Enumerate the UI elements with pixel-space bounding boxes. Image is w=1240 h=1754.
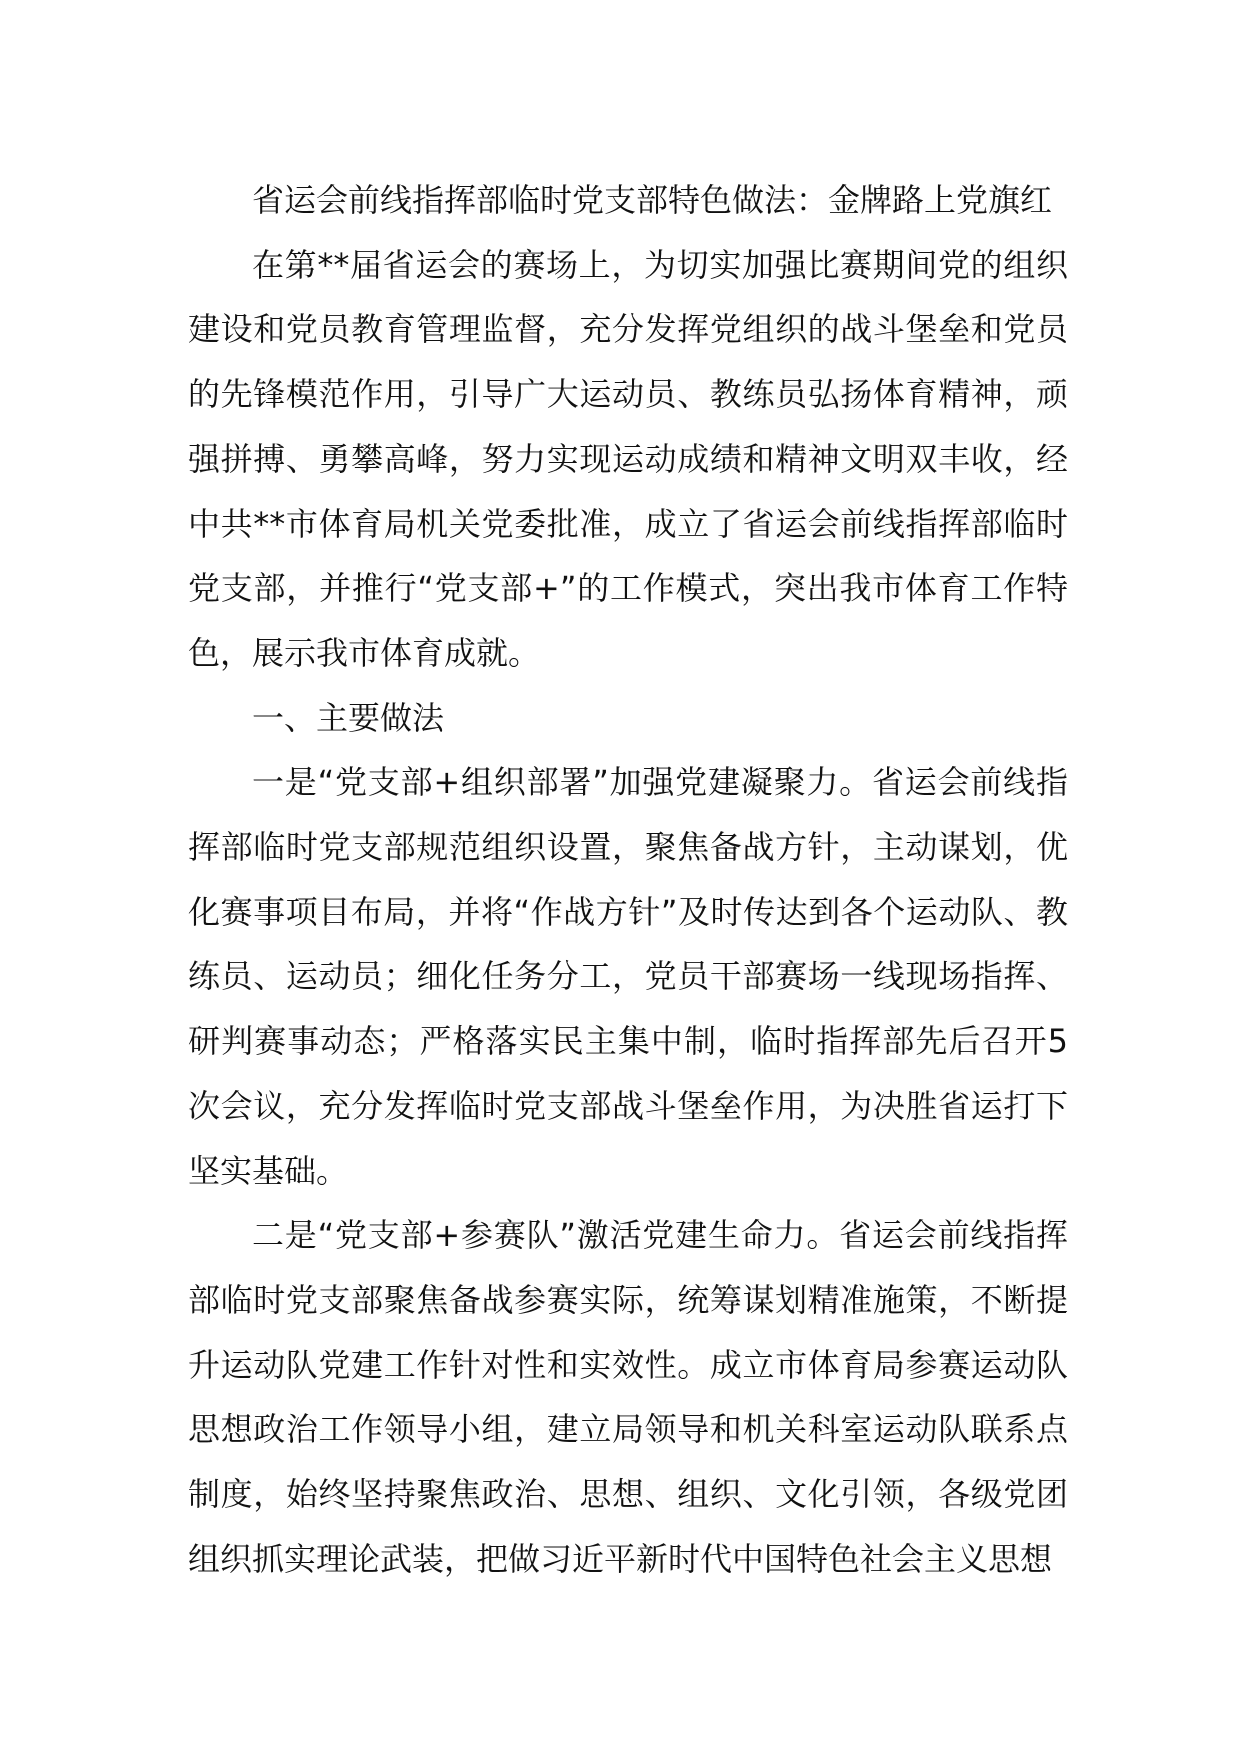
body-paragraph-2: 二是“党支部+参赛队”激活党建生命力。省运会前线指挥部临时党支部聚焦备战参赛实际，统筹谋划精准施策，不断提升运动队党建工作针对性和实效性。成立市体育局参赛运动队思想政治工作领导小组，建立局领导和机关科室运动队联系点制度，始终坚持聚焦政治、思想、组织、文化引领，各级党团组织抓实理论武装，把做习近平新时代中国特色社会主义思想 bbox=[188, 1216, 1068, 1578]
body-paragraph-1: 一是“党支部+组织部署”加强党建凝聚力。省运会前线指挥部临时党支部规范组织设置，聚焦备战方针，主动谋划，优化赛事项目布局，并将“作战方针”及时传达到各个运动队、教练员、运动员；细化任务分工，党员干部赛场一线现场指挥、研判赛事动态；严格落实民主集中制，临时指挥部先后召开5次会议，充分发挥临时党支部战斗堡垒作用，为决胜省运打下坚实基础。 bbox=[188, 763, 1068, 1190]
document-title: 省运会前线指挥部临时党支部特色做法：金牌路上党旗红 bbox=[252, 181, 1053, 219]
intro-paragraph: 在第**届省运会的赛场上，为切实加强比赛期间党的组织建设和党员教育管理监督，充分发挥党组织的战斗堡垒和党员的先锋模范作用，引导广大运动员、教练员弘扬体育精神，顽强拼搏、勇攀高峰，努力实现运动成绩和精神文明双丰收，经中共**市体育局机关党委批准，成立了省运会前线指挥部临时党支部，并推行“党支部+”的工作模式，突出我市体育工作特色，展示我市体育成就。 bbox=[188, 245, 1068, 672]
document-body bbox=[188, 168, 1068, 1591]
section-heading: 一、主要做法 bbox=[252, 698, 445, 737]
